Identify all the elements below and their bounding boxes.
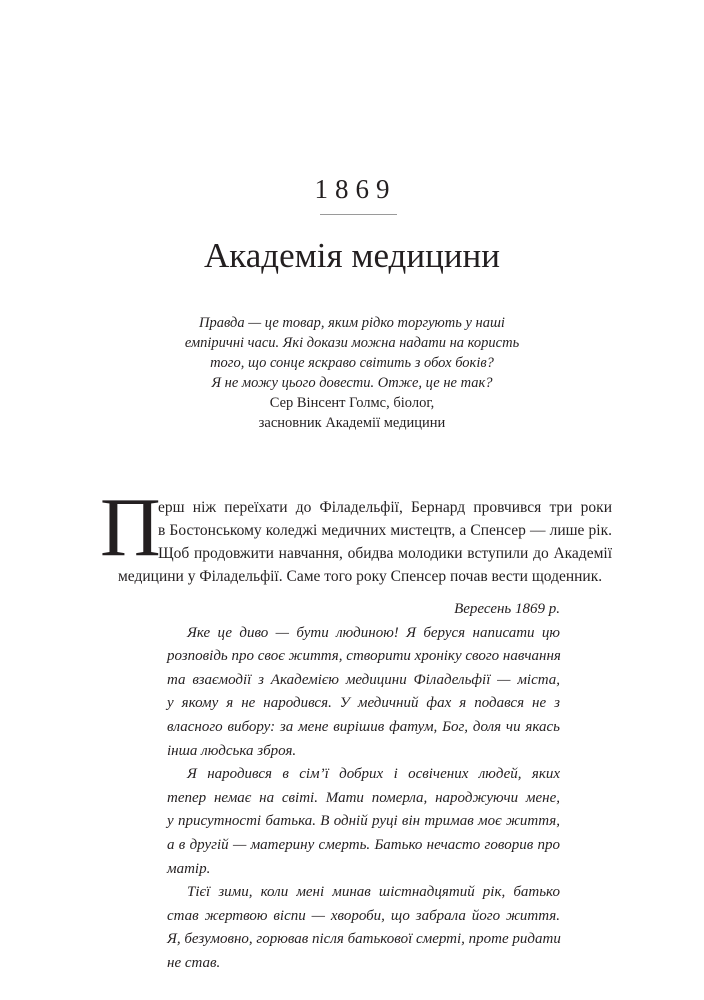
- epigraph-line: Правда — це товар, яким рідко торгують у наші: [199, 315, 505, 331]
- text-line: став жертвою віспи — хвороби, що забрала його життя.: [167, 907, 560, 924]
- epigraph-attribution: Сер Вінсент Голмс, біолог,: [269, 395, 435, 411]
- intro-paragraph: [118, 496, 612, 588]
- text-line: розповідь про своє життя, створити хроніку свого навчання: [167, 648, 561, 665]
- epigraph-attribution: засновник Академії медицини: [258, 415, 446, 431]
- epigraph-line: того, що сонце яскраво світить з обох боків?: [210, 355, 494, 371]
- text-line: у присутності батька. В одній руці він тримав моє життя,: [167, 813, 560, 830]
- text-line: Яке це диво — бути людиною! Я беруся написати цю: [187, 624, 560, 641]
- epigraph-line: емпіричні часи. Які докази можна надати на користь: [184, 335, 520, 351]
- chapter-year: 1869: [314, 174, 397, 204]
- text-line: в Бостонському коледжі медичних мистецтв, а Спенсер — лише рік.: [158, 522, 612, 539]
- text-line: власного вибору: за мене вирішив фатум, Бог, доля чи якась: [167, 718, 560, 735]
- text-line: Тієї зими, коли мені минав шістнадцятий рік, батько: [187, 884, 560, 901]
- text-line: медицини у Філадельфії. Саме того року Спенсер почав вести щоденник.: [118, 568, 603, 585]
- text-line: не став.: [167, 954, 221, 971]
- text-line: у якому я не народився. У медичний фах я подався не з: [167, 695, 560, 712]
- diary-entry: [167, 598, 560, 976]
- text-line: матір.: [167, 860, 211, 877]
- divider: [320, 214, 397, 215]
- diary-date: Вересень 1869 р.: [454, 601, 560, 617]
- text-line: Я народився в сім’ї добрих і освічених людей, яких: [187, 766, 560, 783]
- text-line: інша людська зброя.: [167, 742, 297, 759]
- epigraph-line: Я не можу цього довести. Отже, це не так?: [211, 375, 493, 391]
- text-line: та взаємодії з Академією медицини Філадельфії — міста,: [167, 671, 560, 688]
- chapter-title: Академія медицини: [203, 236, 501, 275]
- text-line: ерш ніж переїхати до Філадельфії, Бернард провчився три роки: [158, 499, 612, 516]
- epigraph: [0, 313, 704, 433]
- text-line: а в другій — материну смерть. Батько нечасто говорив про: [167, 836, 560, 853]
- text-line: Щоб продовжити навчання, обидва молодики вступили до Академії: [158, 545, 612, 562]
- drop-cap: П: [100, 481, 161, 574]
- text-line: тепер немає на світі. Мати померла, народжуючи мене,: [167, 789, 560, 806]
- text-line: Я, безумовно, горював після батькової смерті, проте ридати: [167, 931, 561, 948]
